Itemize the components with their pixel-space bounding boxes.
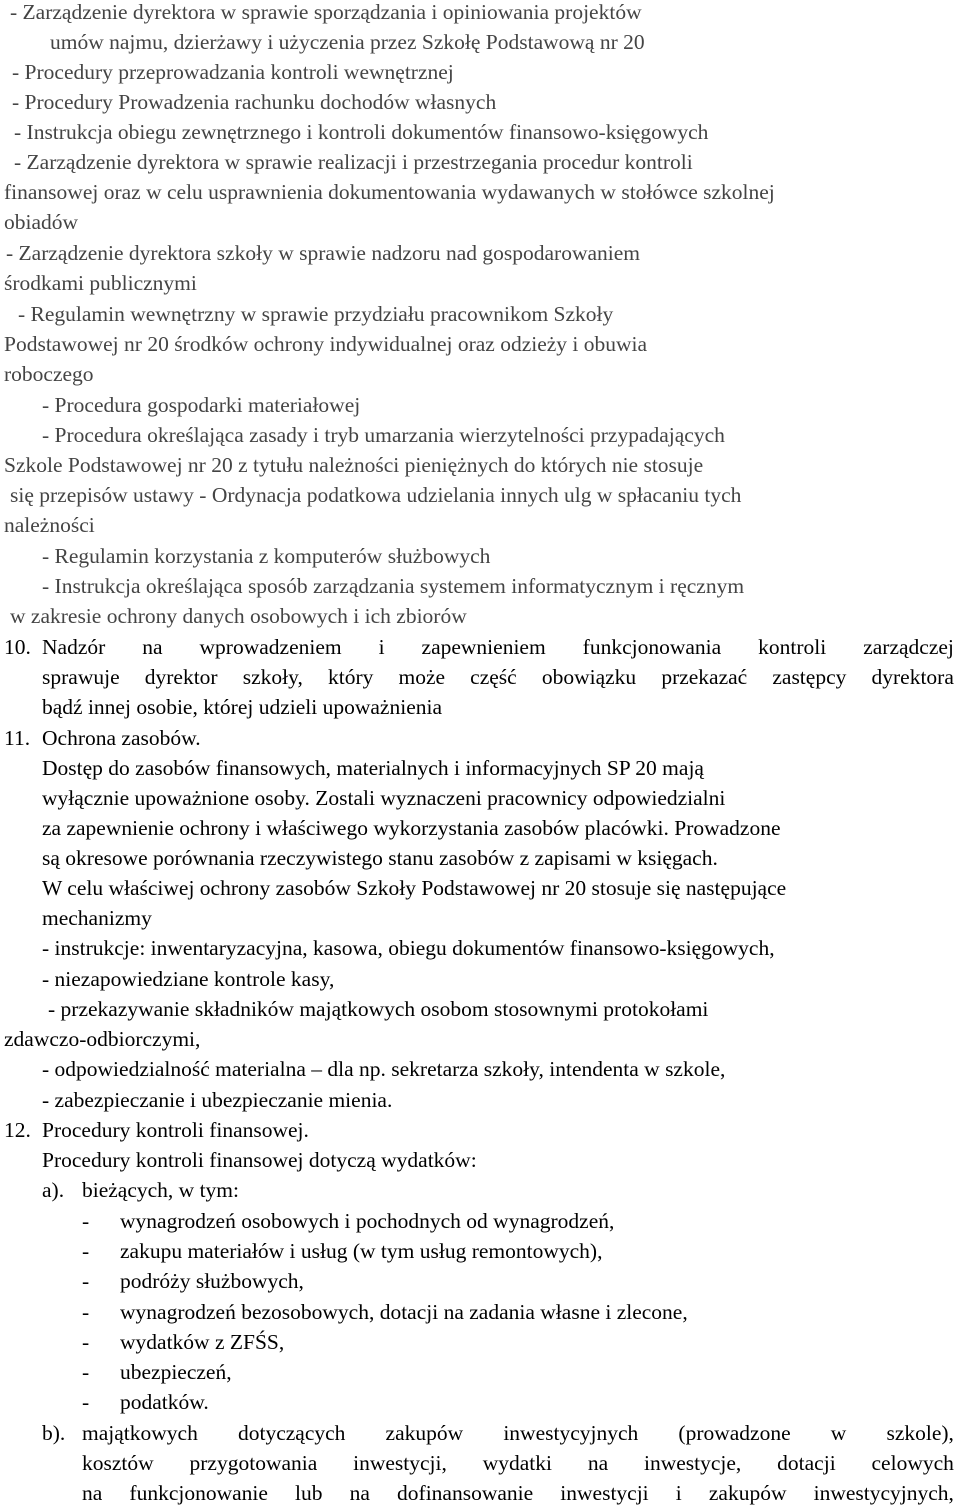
- body-line: wyłącznie upoważnione osoby. Zostali wyznaczeni pracownicy odpowiedzialni: [42, 786, 726, 810]
- word: w: [830, 1421, 847, 1445]
- bullet-dash: -: [82, 1209, 90, 1233]
- section-number: 11.: [4, 726, 31, 750]
- list-line: - Instrukcja obiegu zewnętrznego i kontroli dokumentów finansowo-księgowych: [14, 120, 709, 144]
- word: celowych: [871, 1451, 954, 1475]
- section10-line2: [42, 662, 954, 692]
- section10-line1: [42, 632, 954, 662]
- subsection-b-line1: [82, 1418, 954, 1448]
- word: na: [82, 1481, 103, 1505]
- word: obowiązku: [541, 665, 637, 689]
- list-line: w zakresie ochrony danych osobowych i ich zbiorów: [10, 604, 467, 628]
- word: inwestycje,: [643, 1451, 742, 1475]
- word: dotyczących: [237, 1421, 346, 1445]
- section-number: 10.: [4, 635, 31, 659]
- subsection-b-line3: [82, 1478, 954, 1508]
- body-line: zdawczo-odbiorczymi,: [4, 1027, 201, 1051]
- word: sprawuje: [42, 665, 120, 689]
- bullet-item: wynagrodzeń bezosobowych, dotacji na zadania własne i zlecone,: [120, 1300, 688, 1324]
- word: dyrektor: [144, 665, 218, 689]
- bullet-item: wynagrodzeń osobowych i pochodnych od wynagrodzeń,: [120, 1209, 615, 1233]
- list-line: umów najmu, dzierżawy i użyczenia przez Szkołę Podstawową nr 20: [50, 30, 645, 54]
- bullet-item: zakupu materiałów i usług (w tym usług remontowych),: [120, 1239, 603, 1263]
- word: zakupów: [385, 1421, 464, 1445]
- word: (prowadzone: [678, 1421, 791, 1445]
- bullet-dash: -: [82, 1390, 90, 1414]
- list-line: należności: [4, 513, 95, 537]
- word: na: [349, 1481, 370, 1505]
- bullet-dash: -: [82, 1330, 90, 1354]
- list-line: - Procedury przeprowadzania kontroli wewnętrznej: [12, 60, 454, 84]
- subsection-label: a).: [42, 1178, 65, 1202]
- subsection-text: bieżących, w tym:: [82, 1178, 240, 1202]
- word: i: [675, 1481, 682, 1505]
- list-line: Szkole Podstawowej nr 20 z tytułu należności pieniężnych do których nie stosuje: [4, 453, 704, 477]
- word: zarządczej: [863, 635, 954, 659]
- body-line: - zabezpieczanie i ubezpieczanie mienia.: [42, 1088, 393, 1112]
- word: na: [587, 1451, 609, 1475]
- list-line: - Procedury Prowadzenia rachunku dochodów własnych: [12, 90, 497, 114]
- subsection-label: b).: [42, 1421, 66, 1445]
- list-line: - Zarządzenie dyrektora szkoły w sprawie nadzoru nad gospodarowaniem: [6, 241, 640, 265]
- bullet-dash: -: [82, 1239, 90, 1263]
- word: zakupów: [708, 1481, 787, 1505]
- body-line: - niezapowiedziane kontrole kasy,: [42, 967, 335, 991]
- list-line: obiadów: [4, 210, 79, 234]
- word: szkoły,: [242, 665, 303, 689]
- word: inwestycyjnych,: [813, 1481, 954, 1505]
- bullet-item: ubezpieczeń,: [120, 1360, 232, 1384]
- word: inwestycyjnych: [503, 1421, 639, 1445]
- list-line: się przepisów ustawy - Ordynacja podatkowa udzielania innych ulg w spłacaniu tych: [10, 483, 742, 507]
- list-line: - Zarządzenie dyrektora w sprawie sporządzania i opiniowania projektów: [10, 0, 642, 24]
- subsection-b-line2: [82, 1448, 954, 1478]
- word: inwestycji: [560, 1481, 649, 1505]
- section10-line3: bądź innej osobie, której udzieli upoważnienia: [42, 695, 443, 719]
- body-line: Procedury kontroli finansowej dotyczą wydatków:: [42, 1148, 477, 1172]
- word: wprowadzeniem: [199, 635, 342, 659]
- bullet-dash: -: [82, 1269, 90, 1293]
- bullet-dash: -: [82, 1300, 90, 1324]
- word: inwestycji,: [353, 1451, 447, 1475]
- word: na: [142, 635, 163, 659]
- list-line: - Procedura gospodarki materiałowej: [42, 393, 361, 417]
- section-number: 12.: [4, 1118, 31, 1142]
- list-line: finansowej oraz w celu usprawnienia dokumentowania wydawanych w stołówce szkolnej: [4, 180, 775, 204]
- bullet-item: wydatków z ZFŚS,: [120, 1330, 285, 1354]
- word: Nadzór: [42, 635, 106, 659]
- word: i: [378, 635, 385, 659]
- body-line: - przekazywanie składników majątkowych osobom stosownymi protokołami: [48, 997, 709, 1021]
- body-line: są okresowe porównania rzeczywistego stanu zasobów z zapisami w księgach.: [42, 846, 718, 870]
- list-line: - Procedura określająca zasady i tryb umarzania wierzytelności przypadających: [42, 423, 725, 447]
- list-line: Podstawowej nr 20 środków ochrony indywidualnej oraz odzieży i obuwia: [4, 332, 648, 356]
- word: zapewnieniem: [421, 635, 546, 659]
- body-line: Dostęp do zasobów finansowych, materialnych i informacyjnych SP 20 mają: [42, 756, 704, 780]
- word: dofinansowanie: [397, 1481, 534, 1505]
- list-line: - Instrukcja określająca sposób zarządzania systemem informatycznym i ręcznym: [42, 574, 745, 598]
- word: część: [470, 665, 517, 689]
- body-line: - odpowiedzialność materialna – dla np. sekretarza szkoły, intendenta w szkole,: [42, 1057, 726, 1081]
- list-line: roboczego: [4, 362, 94, 386]
- word: szkole),: [886, 1421, 954, 1445]
- list-line: - Regulamin wewnętrzny w sprawie przydziału pracownikom Szkoły: [18, 302, 614, 326]
- word: funkcjonowania: [582, 635, 722, 659]
- word: kosztów: [82, 1451, 154, 1475]
- body-line: za zapewnienie ochrony i właściwego wykorzystania zasobów placówki. Prowadzone: [42, 816, 781, 840]
- word: zastępcy: [772, 665, 847, 689]
- bullet-dash: -: [82, 1360, 90, 1384]
- bullet-item: podatków.: [120, 1390, 209, 1414]
- body-line: W celu właściwej ochrony zasobów Szkoły Podstawowej nr 20 stosuje się następujące: [42, 876, 787, 900]
- section-title: Procedury kontroli finansowej.: [42, 1118, 309, 1142]
- word: może: [398, 665, 446, 689]
- word: który: [327, 665, 374, 689]
- word: lub: [295, 1481, 323, 1505]
- word: kontroli: [758, 635, 827, 659]
- bullet-item: podróży służbowych,: [120, 1269, 304, 1293]
- section-title: Ochrona zasobów.: [42, 726, 201, 750]
- list-line: - Zarządzenie dyrektora w sprawie realizacji i przestrzegania procedur kontroli: [14, 150, 693, 174]
- body-line: - instrukcje: inwentaryzacyjna, kasowa, obiegu dokumentów finansowo-księgowych,: [42, 936, 775, 960]
- list-line: - Regulamin korzystania z komputerów służbowych: [42, 544, 491, 568]
- body-line: mechanizmy: [42, 906, 152, 930]
- word: majątkowych: [82, 1421, 198, 1445]
- word: przygotowania: [189, 1451, 318, 1475]
- list-line: środkami publicznymi: [4, 271, 197, 295]
- word: przekazać: [661, 665, 748, 689]
- word: wydatki: [482, 1451, 552, 1475]
- word: dotacji: [777, 1451, 836, 1475]
- word: dyrektora: [871, 665, 954, 689]
- word: funkcjonowanie: [129, 1481, 268, 1505]
